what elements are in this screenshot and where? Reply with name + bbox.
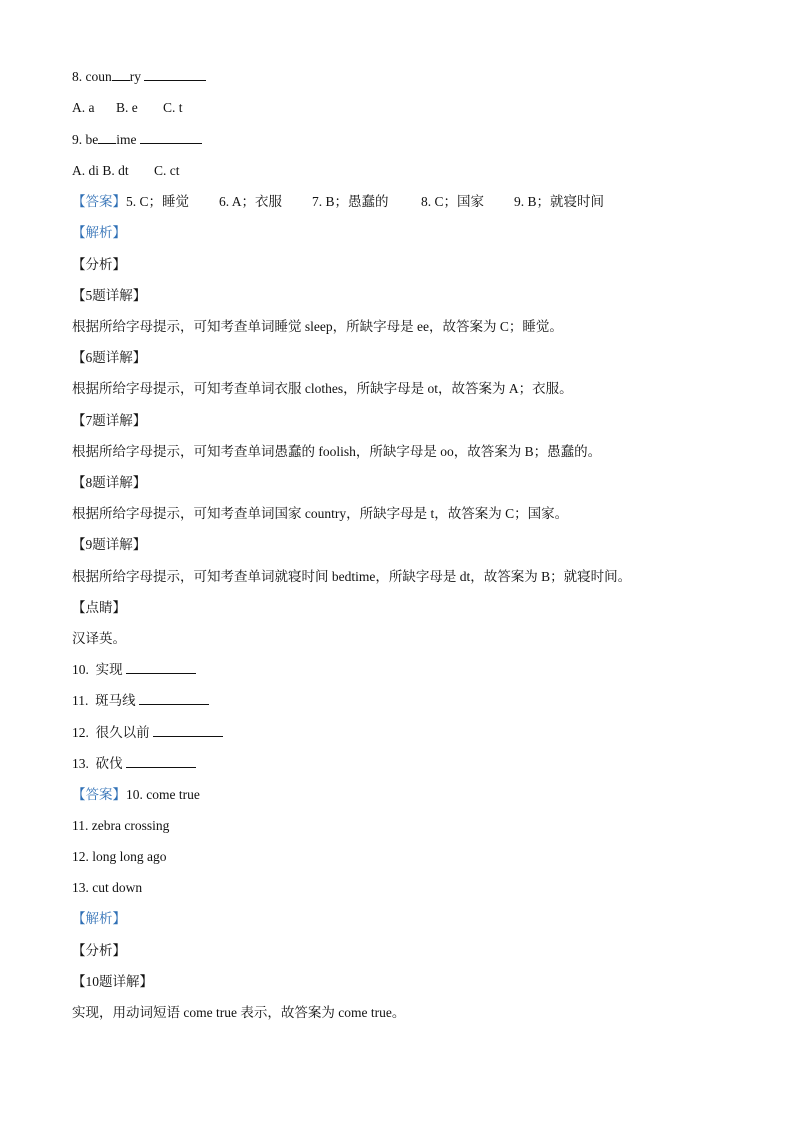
analysis-tag-2: 【解析】: [72, 911, 126, 926]
answer-item: 11. zebra crossing: [72, 818, 170, 833]
q9-options: [72, 162, 180, 180]
answer-block-1: [72, 193, 604, 211]
q13-answer-blank[interactable]: [126, 755, 196, 768]
question-11: [72, 692, 209, 710]
q9-option-c: C. ct: [154, 163, 180, 178]
answer-item: 10. come true: [126, 787, 200, 802]
q8-letter-blank[interactable]: [112, 68, 130, 81]
q8-option-a: A. a: [72, 100, 95, 115]
analysis-tag: 【解析】: [72, 225, 126, 240]
q9-stem-end: ime: [116, 132, 137, 147]
detail-10-text: 实现，用动词短语 come true 表示，故答案为 come true。: [72, 1005, 406, 1020]
q12-answer-blank[interactable]: [153, 724, 223, 737]
answer-item: 8. C；国家: [421, 194, 485, 209]
answer-item: 7. B；愚蠢的: [312, 194, 389, 209]
q8-options: [72, 99, 183, 117]
q8-option-c: C. t: [163, 100, 183, 115]
detail-9-text: 根据所给字母提示，可知考查单词就寝时间 bedtime，所缺字母是 dt，故答案为 B；就寝时间。: [72, 569, 632, 584]
detail-7-tag: 【7题详解】: [72, 413, 147, 428]
detail-8-text: 根据所给字母提示，可知考查单词国家 country，所缺字母是 t，故答案为 C；国家。: [72, 506, 569, 521]
detail-10-tag: 【10题详解】: [72, 974, 153, 989]
section-title: 汉译英。: [72, 631, 126, 646]
q12-text: 12. 很久以前: [72, 725, 153, 740]
q10-answer-blank[interactable]: [126, 661, 196, 674]
detail-5-text: 根据所给字母提示，可知考查单词睡觉 sleep，所缺字母是 ee，故答案为 C；睡觉。: [72, 319, 563, 334]
detail-6-tag: 【6题详解】: [72, 350, 147, 365]
answer-item: 9. B；就寝时间: [514, 194, 605, 209]
question-9: [72, 131, 202, 149]
q8-stem-end: ry: [129, 69, 141, 84]
answer-item: 5. C；睡觉: [126, 194, 190, 209]
q10-text: 10. 实现: [72, 662, 126, 677]
q8-stem-start: 8. coun: [72, 69, 112, 84]
question-8: [72, 68, 206, 86]
q11-text: 11. 斑马线: [72, 693, 139, 708]
q9-stem-start: 9. be: [72, 132, 99, 147]
answer-item: 6. A；衣服: [219, 194, 283, 209]
q13-text: 13. 砍伐: [72, 756, 126, 771]
detail-8-tag: 【8题详解】: [72, 475, 147, 490]
question-12: [72, 724, 223, 742]
fenxi-tag: 【分析】: [72, 257, 126, 272]
question-10: [72, 661, 196, 679]
fenxi-tag-2: 【分析】: [72, 943, 126, 958]
answer-tag: 【答案】: [72, 194, 126, 209]
q8-answer-blank[interactable]: [144, 68, 206, 81]
detail-9-tag: 【9题详解】: [72, 537, 147, 552]
question-13: [72, 755, 196, 773]
dianjing-tag: 【点睛】: [72, 600, 126, 615]
q9-answer-blank[interactable]: [140, 131, 202, 144]
answer-block-2: [72, 786, 200, 804]
q8-option-b: B. e: [116, 100, 138, 115]
q9-option-ab: A. di B. dt: [72, 163, 129, 178]
answer-item: 12. long long ago: [72, 849, 167, 864]
detail-7-text: 根据所给字母提示，可知考查单词愚蠢的 foolish，所缺字母是 oo，故答案为 B；愚蠢的。: [72, 444, 602, 459]
q9-letter-blank[interactable]: [98, 131, 116, 144]
detail-5-tag: 【5题详解】: [72, 288, 147, 303]
detail-6-text: 根据所给字母提示，可知考查单词衣服 clothes，所缺字母是 ot，故答案为 A；衣服。: [72, 381, 573, 396]
q11-answer-blank[interactable]: [139, 692, 209, 705]
answer-item: 13. cut down: [72, 880, 143, 895]
answer-tag: 【答案】: [72, 787, 126, 802]
